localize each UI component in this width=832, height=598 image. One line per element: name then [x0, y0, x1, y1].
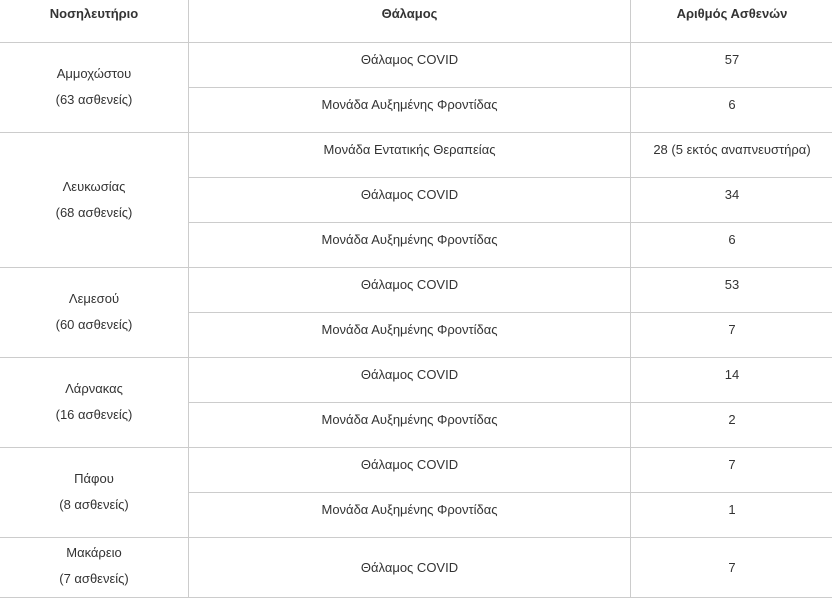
- hospital-cell-paphos: [0, 447, 189, 537]
- ward-cell: Θάλαμος COVID: [189, 537, 631, 597]
- patient-count-cell: 2: [631, 402, 832, 447]
- ward-cell: Θάλαμος COVID: [189, 177, 631, 222]
- column-header-ward: Θάλαμος: [189, 0, 631, 42]
- hospital-total: (63 ασθενείς): [4, 87, 184, 113]
- ward-cell: Μονάδα Αυξημένης Φροντίδας: [189, 87, 631, 132]
- ward-cell: Θάλαμος COVID: [189, 447, 631, 492]
- patient-count-cell: 6: [631, 222, 832, 267]
- table-row: [0, 267, 832, 312]
- hospital-name: Λάρνακας: [4, 376, 184, 402]
- patient-count-cell: 57: [631, 42, 832, 87]
- table-row: [0, 357, 832, 402]
- hospital-name: Μακάρειο: [4, 540, 184, 566]
- hospital-cell-nicosia: [0, 132, 189, 267]
- ward-cell: Μονάδα Αυξημένης Φροντίδας: [189, 312, 631, 357]
- hospital-total: (60 ασθενείς): [4, 312, 184, 338]
- patient-count-cell: 1: [631, 492, 832, 537]
- hospital-cell-makarios: [0, 537, 189, 597]
- patient-count-cell: 53: [631, 267, 832, 312]
- hospital-total: (8 ασθενείς): [4, 492, 184, 518]
- patient-count-cell: 7: [631, 312, 832, 357]
- hospital-name: Πάφου: [4, 466, 184, 492]
- column-header-patient-count: Αριθμός Ασθενών: [631, 0, 832, 42]
- hospital-total: (68 ασθενείς): [4, 200, 184, 226]
- ward-cell: Μονάδα Αυξημένης Φροντίδας: [189, 402, 631, 447]
- ward-cell: Θάλαμος COVID: [189, 42, 631, 87]
- hospital-name: Λεμεσού: [4, 286, 184, 312]
- table-row: [0, 42, 832, 87]
- patient-count-cell: 7: [631, 537, 832, 597]
- table-row: [0, 132, 832, 177]
- hospital-cell-famagusta: [0, 42, 189, 132]
- column-header-hospital: Νοσηλευτήριο: [0, 0, 189, 42]
- table-row: [0, 537, 832, 597]
- patient-count-cell: 7: [631, 447, 832, 492]
- hospital-cell-limassol: [0, 267, 189, 357]
- hospital-total: (7 ασθενείς): [4, 566, 184, 592]
- ward-cell: Μονάδα Αυξημένης Φροντίδας: [189, 222, 631, 267]
- hospital-total: (16 ασθενείς): [4, 402, 184, 428]
- patient-count-cell: 6: [631, 87, 832, 132]
- hospital-name: Λευκωσίας: [4, 174, 184, 200]
- patient-count-cell: 14: [631, 357, 832, 402]
- patient-count-cell: 28 (5 εκτός αναπνευστήρα): [631, 132, 832, 177]
- ward-cell: Μονάδα Εντατικής Θεραπείας: [189, 132, 631, 177]
- patient-count-cell: 34: [631, 177, 832, 222]
- hospital-cell-larnaca: [0, 357, 189, 447]
- table-header-row: [0, 0, 832, 42]
- table-row: [0, 447, 832, 492]
- ward-cell: Μονάδα Αυξημένης Φροντίδας: [189, 492, 631, 537]
- ward-cell: Θάλαμος COVID: [189, 357, 631, 402]
- ward-cell: Θάλαμος COVID: [189, 267, 631, 312]
- hospital-name: Αμμοχώστου: [4, 61, 184, 87]
